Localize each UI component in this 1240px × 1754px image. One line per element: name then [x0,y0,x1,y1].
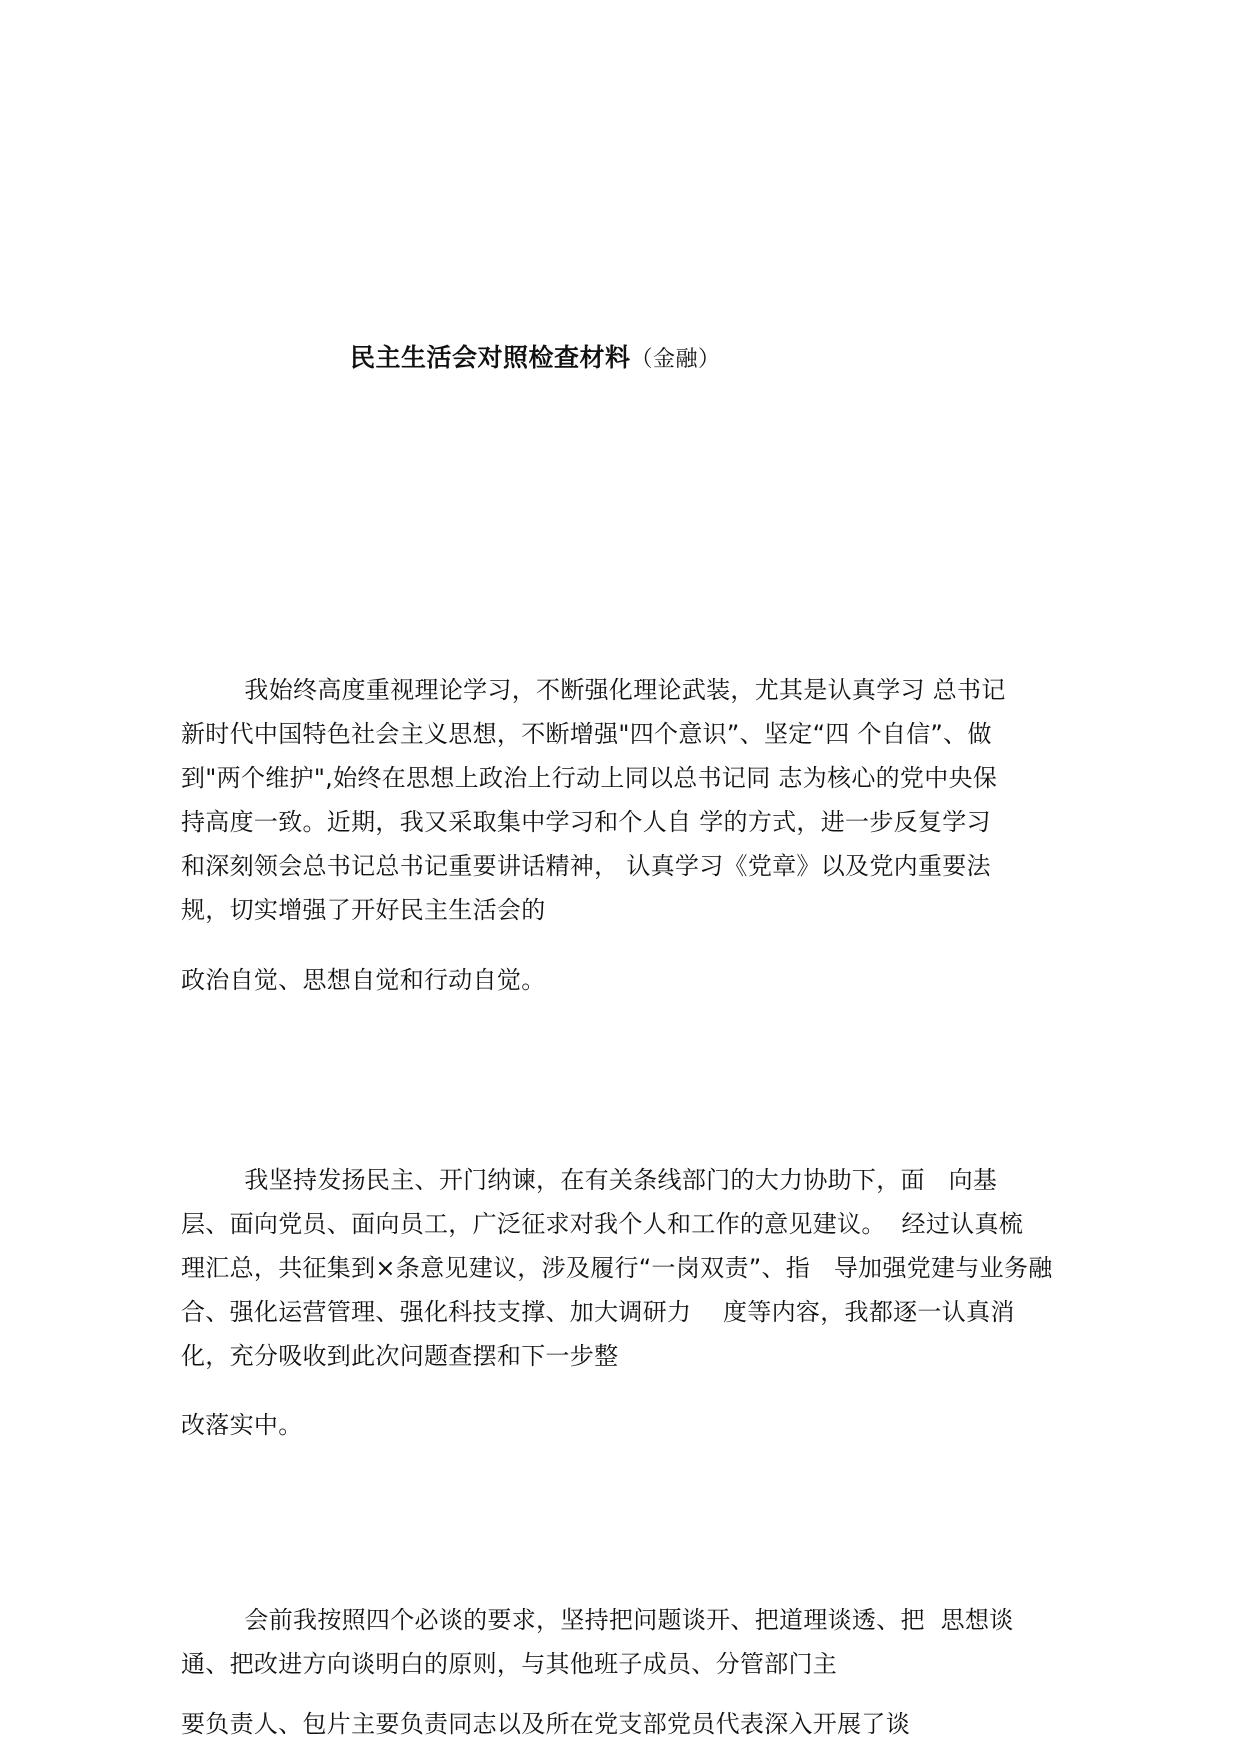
text-line: 要负责人、包片主要负责同志以及所在党支部党员代表深入开展了谈 [181,1710,910,1738]
text-line: 我始终高度重视理论学习，不断强化理论武装，尤其是认真学习 总书记 [181,676,1006,704]
text-line: 会前我按照四个必谈的要求，坚持把问题谈开、把道理谈透、把 思想谈 [181,1606,1014,1634]
text-line: 通、把改进方向谈明白的原则，与其他班子成员、分管部门主 [181,1650,838,1678]
text-line: 到"两个维护",始终在思想上政治上行动上同以总书记同 志为核心的党中央保 [181,764,998,792]
paragraph-opinions [181,1158,1053,1378]
text-line: 理汇总，共征集到×条意见建议，涉及履行“一岗双责”、指 导加强党建与业务融 [181,1254,1053,1282]
text-line: 层、面向党员、面向员工，广泛征求对我个人和工作的意见建议。 经过认真梳 [181,1210,1024,1238]
document-title [350,338,721,380]
paragraph-theory-study-end [181,958,546,1002]
text-line: 规，切实增强了开好民主生活会的 [181,896,546,924]
title-subtitle: （金融） [630,347,721,372]
paragraph-theory-study [181,668,1006,932]
text-line: 政治自觉、思想自觉和行动自觉。 [181,966,546,994]
paragraph-talks [181,1598,1014,1686]
paragraph-talks-continued [181,1702,910,1746]
text-line: 改落实中。 [181,1411,303,1439]
title-main: 民主生活会对照检查材料 [350,343,631,372]
text-line: 新时代中国特色社会主义思想，不断增强"四个意识”、坚定“四 个自信”、做 [181,720,992,748]
text-line: 持高度一致。近期，我又采取集中学习和个人自 学的方式，进一步反复学习 [181,808,991,836]
text-line: 合、强化运营管理、强化科技支撑、加大调研力 度等内容，我都逐一认真消 [181,1298,1015,1326]
text-line: 和深刻领会总书记总书记重要讲话精神， 认真学习《党章》以及党内重要法 [181,852,991,880]
text-line: 我坚持发扬民主、开门纳谏，在有关条线部门的大力协助下，面 向基 [181,1166,998,1194]
paragraph-opinions-end [181,1403,303,1447]
text-line: 化，充分吸收到此次问题查摆和下一步整 [181,1342,619,1370]
